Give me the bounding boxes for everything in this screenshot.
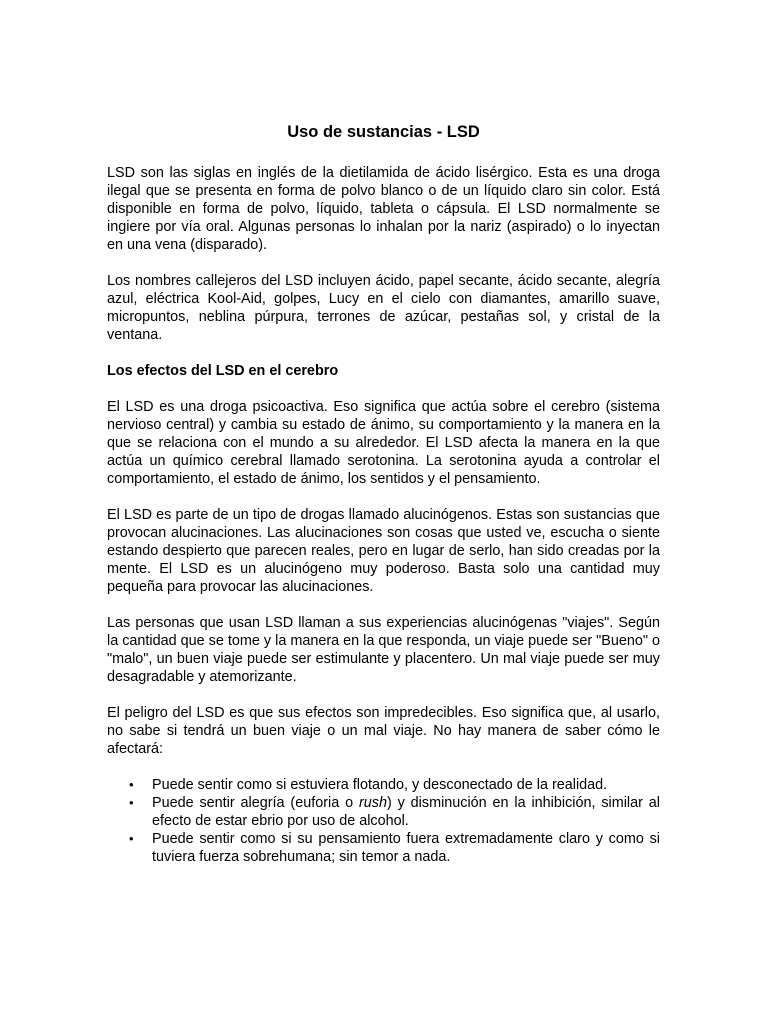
- list-item: [107, 776, 660, 794]
- document-title: Uso de sustancias - LSD: [287, 123, 480, 141]
- list-item-text-part: ) y disminución en la inhibición, similar al efecto de estar ebrio por uso de alcohol.: [152, 795, 660, 829]
- list-item-text: Puede sentir como si estuviera flotando, y desconectado de la realidad.: [152, 777, 608, 793]
- section-heading: Los efectos del LSD en el cerebro: [107, 363, 339, 379]
- list-item-text: Puede sentir como si su pensamiento fuera extremadamente claro y como si tuviera fuerza sobrehumana; sin temor a nada.: [152, 831, 660, 865]
- list-item-text-part: Puede sentir alegría (euforia o: [152, 795, 359, 811]
- list-item: [107, 794, 660, 830]
- section-paragraph-2: El LSD es parte de un tipo de drogas llamado alucinógenos. Estas son sustancias que provocan alucinaciones. Las alucinaciones son cosas que usted ve, escucha o siente estando despierto que parecen reales, pero en lugar de serlo, han sido creadas por la mente. El LSD es un alucinógeno muy poderoso. Basta solo una cantidad muy pequeña para provocar las alucinaciones.: [107, 507, 660, 595]
- section-paragraph-4: El peligro del LSD es que sus efectos son impredecibles. Eso significa que, al usarlo, no sabe si tendrá un buen viaje o un mal viaje. No hay manera de saber cómo le afectará:: [107, 705, 660, 757]
- section-paragraph-1: El LSD es una droga psicoactiva. Eso significa que actúa sobre el cerebro (sistema nervioso central) y cambia su estado de ánimo, su comportamiento y la manera en la que se relaciona con el mundo a su alrededor. El LSD afecta la manera en la que actúa un químico cerebral llamado serotonina. La serotonina ayuda a controlar el comportamiento, el estado de ánimo, los sentidos y el pensamiento.: [107, 399, 660, 487]
- list-item-text: [152, 795, 660, 829]
- intro-paragraph-1: LSD son las siglas en inglés de la dietilamida de ácido lisérgico. Esta es una droga ilegal que se presenta en forma de polvo blanco o de un líquido claro sin color. Está disponible en forma de polvo, líquido, tableta o cápsula. El LSD normalmente se ingiere por vía oral. Algunas personas lo inhalan por la nariz (aspirado) o lo inyectan en una vena (disparado).: [107, 165, 660, 253]
- intro-paragraph-2: Los nombres callejeros del LSD incluyen ácido, papel secante, ácido secante, alegría azul, eléctrica Kool-Aid, golpes, Lucy en el cielo con diamantes, amarillo suave, micropuntos, neblina púrpura, terrones de azúcar, pestañas sol, y cristal de la ventana.: [107, 273, 660, 343]
- section-paragraph-3: Las personas que usan LSD llaman a sus experiencias alucinógenas "viajes". Según la cantidad que se tome y la manera en la que responda, un viaje puede ser "Bueno" o "malo", un buen viaje puede ser estimulante y placentero. Un mal viaje puede ser muy desagradable y atemorizante.: [107, 615, 660, 685]
- bullet-icon: •: [129, 777, 134, 792]
- bullet-icon: •: [129, 831, 134, 846]
- list-item: [107, 830, 660, 866]
- bullet-icon: •: [129, 795, 134, 810]
- italic-term: rush: [358, 795, 387, 811]
- effects-bullet-list: [107, 776, 660, 866]
